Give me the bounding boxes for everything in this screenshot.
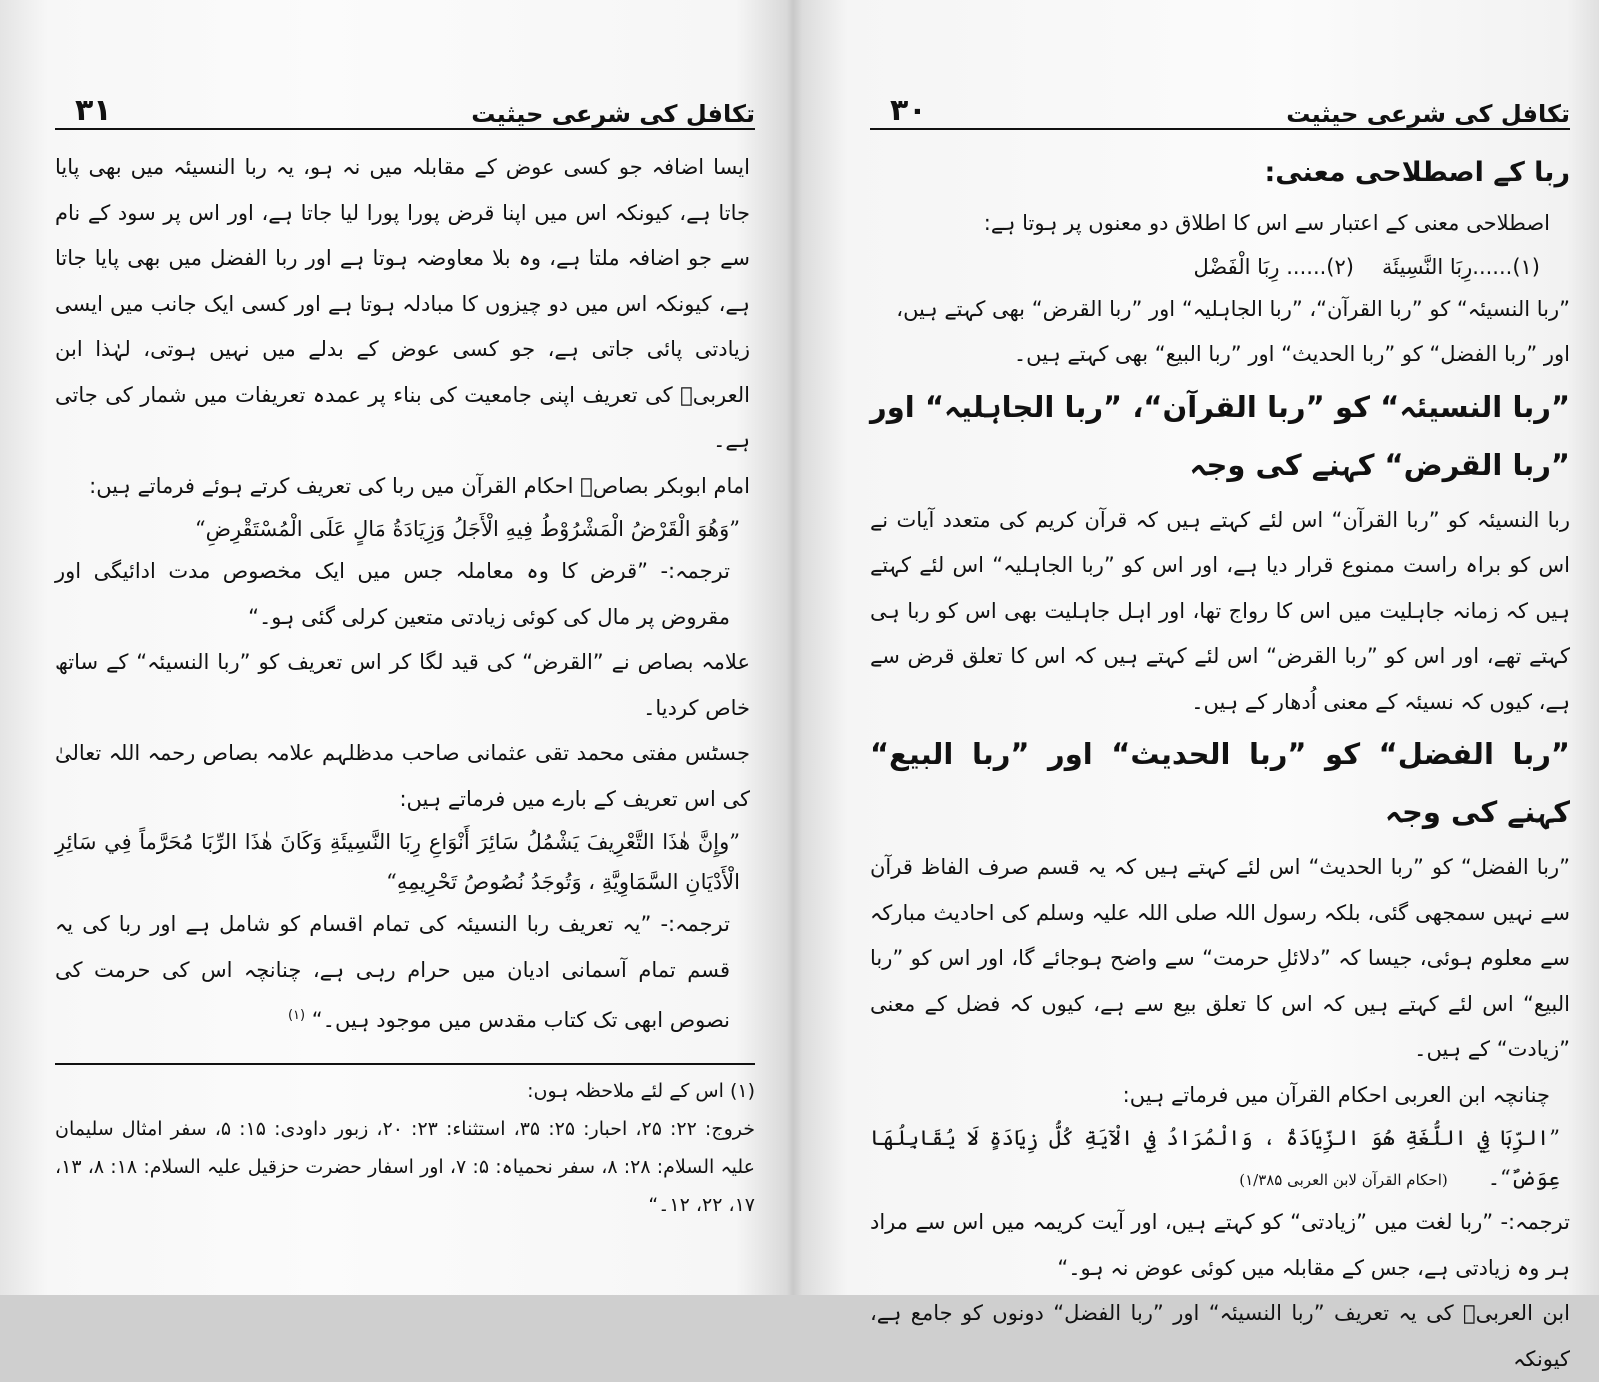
arabic-quote-text: ”الرِّبَا فِي اللُّغَةِ هُوَ الزِّيَادَةُ ، وَالْمُرَادُ فِي الْآيَةِ كُلُّ زِيَادَةٍ لَا يُقَابِلُهَا عِوَضٌ“۔ (870, 1126, 1560, 1190)
arabic-quote: ”وإِنَّ هٰذَا التَّعْرِيفَ يَشْمُلُ سَائِرَ أَنْوَاعِ رِبَا النَّسِيئَةِ وَكَانَ هٰذَا الرِّبَا مُحَرَّماً فِي سَائِرِ الْأَدْيَانِ السَّمَاوِيَّةِ ، وَتُوجَدُ نُصُوصُ تَحْرِيمِهِ“ (55, 830, 740, 894)
header-rule (55, 128, 755, 130)
paragraph: ”ربا النسیئہ“ کو ”ربا القرآن“، ”ربا الجاہلیہ“ اور ”ربا القرض“ بھی کہتے ہیں، (896, 296, 1570, 321)
intro-text: اصطلاحی معنی کے اعتبار سے اس کا اطلاق دو معنوں پر ہوتا ہے: (983, 211, 1550, 235)
translation (55, 902, 750, 1044)
paragraph: ابن العربیؒ کی یہ تعریف ”ربا النسیئہ“ اور ”ربا الفضل“ دونوں کو جامع ہے، کیونکہ (870, 1301, 1570, 1371)
running-title: تکافل کی شرعی حیثیت (471, 100, 755, 128)
riba-type: (۱)......رِبَا النَّسِيئَة (1381, 254, 1540, 279)
right-page-body (870, 145, 1570, 1382)
arabic-quote: ”وَهُوَ الْقَرْضُ الْمَشْرُوْطُ فِيهِ الْأَجَلُ وَزِيَادَةُ مَالٍ عَلَى الْمُسْتَقْرِضِ“ (194, 517, 740, 541)
footnote-rule (55, 1063, 755, 1065)
page-number: ۳۱ (75, 93, 112, 128)
paragraph: ربا النسیئہ کو ”ربا القرآن“ اس لئے کہتے ہیں کہ قرآن کریم کی متعدد آیات نے اس کو براہ راست ممنوع قرار دیا ہے، اور اس کو ”ربا الجاہلیہ“ اس لئے کہتے ہیں کہ زمانہ جاہلیت میں اس کا رواج تھا، اور اہل جاہلیت بھی اس کو ربا ہی کہتے تھے، اور اس کو ”ربا القرض“ اس لئے کہتے ہیں کہ اس کا تعلق قرض سے ہے، کیوں کہ نسیئہ کے معنی اُدھار کے ہیں۔ (870, 507, 1570, 714)
left-page-header (55, 82, 755, 128)
citation: (احکام القرآن لابن العربی ۱/۳۸۵) (1239, 1171, 1448, 1189)
header-rule (870, 128, 1570, 130)
footnotes (55, 1072, 755, 1224)
paragraph: ایسا اضافہ جو کسی عوض کے مقابلہ میں نہ ہو، یہ ربا النسیئہ میں بھی پایا جاتا ہے، کیونکہ اس میں اپنا قرض پورا پورا لیا جاتا ہے، اور اس پر سود کے نام سے جو اضافہ ملتا ہے، وہ بلا معاوضہ ہوتا ہے اور ربا الفضل میں بھی پایا جاتا ہے، کیونکہ اس میں دو چیزوں کا مبادلہ ہوتا ہے اور کسی ایک جانب میں ایسی زیادتی پائی جاتی ہے، جو کسی عوض کے بدلے میں نہیں ہوتی، لہٰذا ابن العربیؒ کی تعریف اپنی جامعیت کی بناء پر عمدہ تعریفات میں شمار کی جاتی ہے۔ (55, 155, 750, 452)
paragraph: علامہ بصاص نے ”القرض“ کی قید لگا کر اس تعریف کو ”ربا النسیئہ“ کے ساتھ خاص کردیا۔ (55, 650, 750, 720)
arabic-quote (870, 1118, 1570, 1200)
riba-type: (۲)...... رِبَا الْفَضْل (1193, 254, 1354, 279)
left-page-body (55, 145, 750, 1044)
footnote-ref: (۱) (287, 1008, 306, 1023)
paragraph: ”ربا الفضل“ کو ”ربا الحدیث“ اس لئے کہتے ہیں کہ یہ قسم صرف الفاظ قرآن سے نہیں سمجھی گئی، بلکہ رسول اللہ صلی اللہ علیہ وسلم کی احادیث مبارکہ سے معلوم ہوئی، جیسا کہ ”دلائلِ حرمت“ سے واضح ہوجائے گا، اور اس کو ”ربا البیع“ اس لئے کہتے ہیں کہ اس کا تعلق بیع سے ہے، کیوں کہ فضل کے معنی ”زیادت“ کے ہیں۔ (870, 855, 1570, 1061)
paragraph: اور ”ربا الفضل“ کو ”ربا الحدیث“ اور ”ربا البیع“ بھی کہتے ہیں۔ (1013, 342, 1570, 366)
page-number: ۳۰ (890, 93, 927, 128)
translation: ترجمہ:- ”قرض کا وہ معاملہ جس میں ایک مخصوص مدت ادائیگی اور مقروض پر مال کی کوئی زیادتی متعین کرلی گئی ہو۔“ (55, 559, 730, 629)
translation-text: ترجمہ:- ”یہ تعریف ربا النسیئہ کی تمام اقسام کو شامل ہے اور ربا کی یہ قسم تمام آسمانی ادیان میں حرام رہی ہے، چنانچہ اس کی حرمت کی نصوص ابھی تک کتاب مقدس میں موجود ہیں۔“ (55, 912, 730, 1032)
right-page (800, 0, 1599, 1371)
right-page-header (870, 82, 1570, 128)
translation: ترجمہ:- ”ربا لغت میں ”زیادتی“ کو کہتے ہیں، اور آیت کریمہ میں اس سے مراد ہر وہ زیادتی ہے، جس کے مقابلہ میں کوئی عوض نہ ہو۔“ (870, 1210, 1570, 1280)
riba-types-list (870, 247, 1570, 287)
left-page (0, 0, 790, 1295)
footnote: خروج: ۲۲: ۲۵، احبار: ۲۵: ۳۵، استثناء: ۲۳: ۲۰، زبور داودی: ۱۵: ۵، سفر امثال سلیمان علیہ السلام: ۲۸: ۸، سفر نحمیاہ: ۵: ۷، اور اسفار حضرت حزقیل علیہ السلام: ۱۸: ۸، ۱۳، ۱۷، ۲۲، ۱۲۔“ (55, 1118, 756, 1216)
running-title: تکافل کی شرعی حیثیت (1286, 100, 1570, 128)
section-title: ”ربا الفضل“ کو ”ربا الحدیث“ اور ”ربا البیع“ کہنے کی وجہ (870, 737, 1570, 829)
section-heading: ربا کے اصطلاحی معنی: (1264, 157, 1570, 188)
paragraph: جسٹس مفتی محمد تقی عثمانی صاحب مدظلہم علامہ بصاص رحمہ اللہ تعالیٰ کی اس تعریف کے بارے میں فرماتے ہیں: (55, 741, 750, 811)
footnote: (۱) اس کے لئے ملاحظہ ہوں: (527, 1080, 755, 1102)
paragraph: امام ابوبکر بصاصؒ احکام القرآن میں ربا کی تعریف کرتے ہوئے فرماتے ہیں: (89, 473, 750, 498)
paragraph: چنانچہ ابن العربی احکام القرآن میں فرماتے ہیں: (1122, 1082, 1550, 1107)
section-title: ”ربا النسیئہ“ کو ”ربا القرآن“، ”ربا الجاہلیہ“ اور ”ربا القرض“ کہنے کی وجہ (870, 389, 1570, 482)
